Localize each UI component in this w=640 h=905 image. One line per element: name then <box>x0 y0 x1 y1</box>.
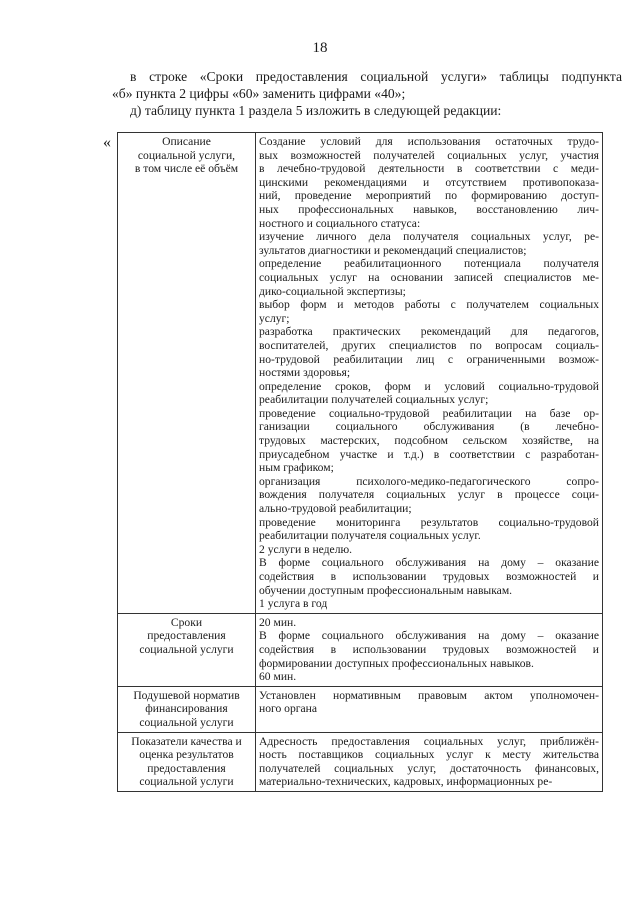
row-label-line: Подушевой норматив <box>133 688 240 702</box>
row-content-line: 1 услуга в год <box>259 597 328 611</box>
row-content-line: ний, проведение мероприятий по формированию доступ- <box>259 189 599 203</box>
row-content-line: материально-технических, кадровых, информационных ре- <box>259 775 553 789</box>
row-content-line: изучение личного дела получателя социальных услуг, ре- <box>259 230 599 244</box>
intro-line: д) таблицу пункта 1 раздела 5 изложить в следующей редакции: <box>130 103 502 118</box>
row-content-line: определение сроков, форм и условий социально-трудовой <box>259 379 599 393</box>
row-content-line: ным графиком; <box>259 461 334 475</box>
row-content-line: ностного и социального статуса: <box>259 216 421 230</box>
row-label-line: финансирования <box>145 702 228 716</box>
row-content-line: воспитателей, других специалистов по вопросам социаль- <box>259 338 599 352</box>
row-label-line: предоставления <box>147 629 226 643</box>
row-content-line: получателей социальных услуг, достаточность финансовых, <box>259 761 599 775</box>
row-content-line: проведение социально-трудовой реабилитации на базе ор- <box>259 406 599 420</box>
table-row <box>118 686 603 732</box>
row-content-line: 2 услуги в неделю. <box>259 542 353 556</box>
table-row <box>118 732 603 791</box>
row-content-line: ного органа <box>259 702 318 716</box>
intro-line: «б» пункта 2 цифры «60» заменить цифрами «40»; <box>112 86 406 101</box>
row-label-cell <box>118 686 256 732</box>
row-content-line: реабилитации получателей социальных услуг; <box>259 393 489 407</box>
row-label-line: оценка результатов <box>139 748 234 762</box>
row-content-line: разработка практических рекомендаций для педагогов, <box>259 325 599 339</box>
row-label-line: социальной услуги <box>139 775 234 789</box>
row-content-line: ностями здоровья; <box>259 366 351 380</box>
row-label-cell <box>118 133 256 614</box>
row-content-line: вых возможностей получателей социальных услуг, участия <box>259 148 599 162</box>
row-content-cell <box>256 732 603 791</box>
row-content-cell <box>256 686 603 732</box>
row-content-line: ность поставщиков социальных услуг к месту жительства <box>259 748 599 762</box>
row-content-line: социальных услуг на основании записей специалистов ме- <box>259 270 599 284</box>
row-label-line: в том числе её объём <box>134 162 239 176</box>
row-label-line: социальной услуги <box>139 642 234 656</box>
intro-paragraph-1 <box>112 68 622 85</box>
row-content-line: определение реабилитационного потенциала получателя <box>259 257 599 271</box>
row-content-line: выбор форм и методов работы с получателем социальных <box>259 298 599 312</box>
intro-paragraph-1-cont <box>112 85 622 102</box>
row-label-line: Показатели качества и <box>131 734 242 748</box>
row-content-line: услуг; <box>259 311 290 325</box>
row-content-line: содействия в использовании трудовых возможностей и <box>259 570 599 583</box>
table-body <box>118 133 603 792</box>
row-content-cell <box>256 613 603 686</box>
intro-text <box>112 68 622 119</box>
row-content-line: содействия в использовании трудовых возможностей и <box>259 642 599 656</box>
row-content-line: обучении доступным профессиональным навыкам. <box>259 583 513 597</box>
row-content-line: приусадебном участке и т.д.) в соответствии с разработан- <box>259 447 599 461</box>
row-content-line: дико-социальной экспертизы; <box>259 284 406 298</box>
row-content-line: трудовых мастерских, подсобном сельском хозяйстве, на <box>259 434 599 448</box>
row-content-line: 20 мин. <box>259 615 297 629</box>
row-content-line: ных профессиональных навыков, восстановлению лич- <box>259 202 599 216</box>
row-content-line: В форме социального обслуживания на дому – оказание <box>259 556 599 570</box>
row-content-line: ально-трудовой реабилитации; <box>259 502 412 516</box>
row-content-line: вождения получателя социальных услуг в процессе соци- <box>259 488 599 502</box>
row-label-line: Описание <box>162 135 211 148</box>
row-content-line: В форме социального обслуживания на дому – оказание <box>259 629 599 643</box>
row-content-line: в лечебно-трудовой деятельности в соответствии с меди- <box>259 162 599 176</box>
row-content-line: но-трудовой реабилитации лиц с ограниченными возмож- <box>259 352 599 366</box>
row-content-line: реабилитации получателя социальных услуг. <box>259 529 481 543</box>
row-content-line: проведение мониторинга результатов социально-трудовой <box>259 515 599 529</box>
intro-line: в строке «Сроки предоставления социальной услуги» таблицы подпункта <box>130 69 622 84</box>
intro-paragraph-2 <box>112 102 622 119</box>
table-row <box>118 613 603 686</box>
row-content-line: зультатов диагностики и рекомендаций специалистов; <box>259 243 527 257</box>
row-label-line: Сроки <box>170 615 203 629</box>
row-content-line: Установлен нормативным правовым актом уполномочен- <box>259 688 599 702</box>
table-row <box>118 133 603 614</box>
row-content-line: цинскими рекомендациями и отсутствием противопоказа- <box>259 175 599 189</box>
row-content-line: Адресность предоставления социальных услуг, приближён- <box>259 734 599 748</box>
row-label-cell <box>118 613 256 686</box>
opening-quote-mark: « <box>103 134 111 151</box>
row-label-line: предоставления <box>147 761 226 775</box>
page-number: 18 <box>312 40 328 56</box>
row-content-line: Создание условий для использования остаточных трудо- <box>259 135 599 148</box>
row-content-line: ганизации социального обслуживания (в лечебно- <box>259 420 599 434</box>
row-content-line: организация психолого-медико-педагогического сопро- <box>259 474 599 488</box>
row-label-line: социальной услуги, <box>137 148 236 162</box>
row-content-line: формировании доступных профессиональных навыков. <box>259 656 534 670</box>
row-label-cell <box>118 732 256 791</box>
service-table <box>117 132 603 792</box>
row-content-cell <box>256 133 603 614</box>
row-label-line: социальной услуги <box>139 715 234 729</box>
row-content-line: 60 мин. <box>259 670 297 684</box>
